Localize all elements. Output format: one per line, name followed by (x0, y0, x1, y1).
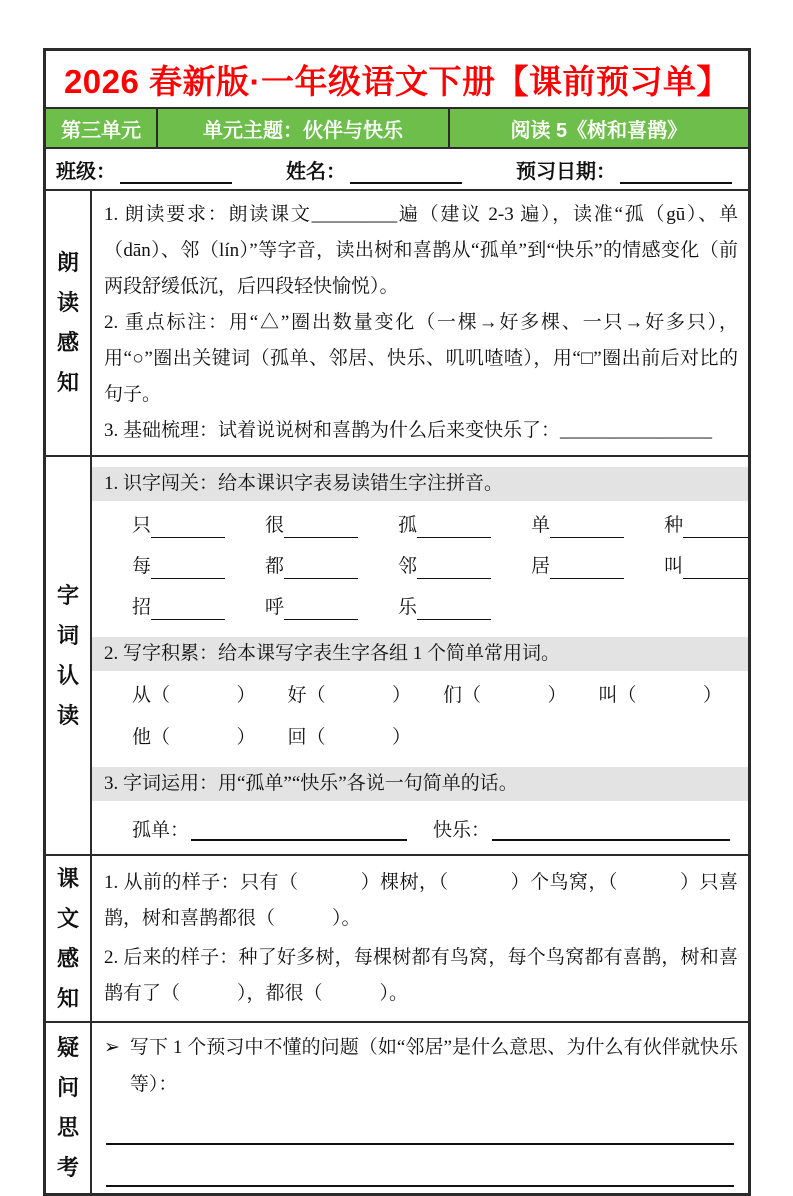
pinyin-item: 单 (531, 514, 624, 538)
reading-item-3: 3. 基础梳理：试着说说树和喜鹊为什么后来变快乐了：________________ (104, 420, 713, 441)
lonely-label: 孤单： (132, 820, 190, 841)
pinyin-item: 居 (531, 555, 624, 579)
pinyin-row-3 (104, 596, 738, 620)
title-row (46, 51, 748, 109)
class-blank (120, 160, 232, 184)
pinyin-item: 呼 (265, 596, 358, 620)
word-item: 从（ ） (132, 685, 256, 706)
date-label: 预习日期： (516, 160, 616, 183)
unit-theme-cell: 单元主题：伙伴与快乐 (158, 109, 449, 147)
pinyin-row-2 (104, 555, 738, 579)
lonely-blank (191, 817, 407, 841)
class-label: 班级： (56, 160, 116, 183)
unit-bar (46, 109, 748, 149)
pinyin-blank (683, 514, 748, 538)
question-prompt-row (104, 1029, 738, 1103)
name-field (286, 155, 462, 184)
question-prompt: 写下 1 个预习中不懂的问题（如“邻居”是什么意思、为什么有伙伴就快乐等）： (129, 1037, 738, 1095)
section-label-words: 字词认读 (46, 457, 92, 854)
pinyin-item: 每 (132, 555, 225, 579)
worksheet-sheet (43, 48, 751, 1196)
section-word-recognition (46, 457, 748, 856)
section-label-text: 课文感知 (46, 856, 92, 1021)
reading-content (92, 191, 748, 455)
happy-blank (492, 817, 730, 841)
pinyin-blank (550, 555, 624, 579)
lesson-title-cell: 阅读 5《树和喜鹊》 (510, 119, 688, 142)
pinyin-blank (550, 514, 624, 538)
word-item: 回（ ） (287, 727, 412, 748)
pinyin-blank (683, 555, 748, 579)
section-question-thinking (46, 1023, 748, 1193)
pinyin-item: 邻 (398, 555, 491, 579)
date-blank (620, 160, 732, 184)
section-text-perception (46, 856, 748, 1023)
answer-write-line-2 (106, 1145, 734, 1187)
section-label-reading: 朗读感知 (46, 191, 92, 455)
class-field (56, 155, 232, 184)
pinyin-item: 很 (265, 514, 358, 538)
subtask-header-usage: 3. 字词运用：用“孤单”“快乐”各说一句简单的话。 (92, 767, 748, 801)
pinyin-blank (284, 596, 358, 620)
reading-item-2: 2. 重点标注：用“△”圈出数量变化（一棵→好多棵、一只→好多只），用“○”圈出关键词（孤单、邻居、快乐、叽叽喳喳），用“□”圈出前后对比的句子。 (104, 312, 738, 405)
text-item-1: 1. 从前的样子：只有（ ）棵树，（ ）个鸟窝，（ ）只喜鹊，树和喜鹊都很（ ）。 (104, 872, 738, 929)
pinyin-blank (151, 555, 225, 579)
word-item: 叫（ ） (598, 685, 723, 706)
pinyin-blank (417, 514, 491, 538)
answer-write-line-1 (106, 1103, 734, 1145)
happy-label: 快乐： (433, 820, 491, 841)
name-label: 姓名： (286, 160, 346, 183)
page-title: 2026 春新版·一年级语文下册【课前预习单】 (63, 62, 731, 100)
sentence-row (104, 805, 738, 848)
text-item-2: 2. 后来的样子：种了好多树，每棵树都有鸟窝，每个鸟窝都有喜鹊，树和喜鹊有了（ ），都很（ ）。 (104, 947, 738, 1004)
pinyin-item: 都 (265, 555, 358, 579)
date-field (516, 155, 732, 184)
word-item: 好（ ） (287, 685, 412, 706)
sentence-field-lonely (132, 815, 433, 842)
word-row-2 (104, 725, 738, 751)
word-row-1 (104, 683, 738, 709)
pinyin-blank (417, 555, 491, 579)
question-content (92, 1023, 748, 1193)
name-blank (350, 160, 462, 184)
text-content (92, 856, 748, 1021)
pinyin-blank (151, 596, 225, 620)
words-content (92, 457, 748, 854)
reading-item-1: 1. 朗读要求：朗读课文_________遍（建议 2-3 遍），读准“孤（gū）、单（dān）、邻（lín）”等字音，读出树和喜鹊从“孤单”到“快乐”的情感变化（前两段舒缓低沉，后四段轻快愉悦）。 (104, 204, 738, 297)
pinyin-blank (151, 514, 225, 538)
pinyin-blank (284, 555, 358, 579)
pinyin-item: 乐 (398, 596, 491, 620)
pinyin-item: 只 (132, 514, 225, 538)
section-reading-perception (46, 191, 748, 457)
info-bar (46, 149, 748, 191)
unit-number-cell: 第三单元 (46, 109, 158, 147)
pinyin-item: 叫 (664, 555, 748, 579)
arrow-bullet-icon: ➢ (104, 1037, 120, 1058)
pinyin-row-1 (104, 514, 738, 538)
word-item: 他（ ） (132, 727, 256, 748)
sentence-field-happy (433, 815, 734, 842)
pinyin-blank (284, 514, 358, 538)
section-label-question: 疑问思考 (46, 1023, 92, 1193)
pinyin-blank (417, 596, 491, 620)
pinyin-item: 招 (132, 596, 225, 620)
word-item: 们（ ） (443, 685, 567, 706)
subtask-header-pinyin: 1. 识字闯关：给本课识字表易读错生字注拼音。 (92, 467, 748, 501)
subtask-header-wordbuild: 2. 写字积累：给本课写字表生字各组 1 个简单常用词。 (92, 637, 748, 671)
pinyin-item: 种 (664, 514, 748, 538)
pinyin-item: 孤 (398, 514, 491, 538)
